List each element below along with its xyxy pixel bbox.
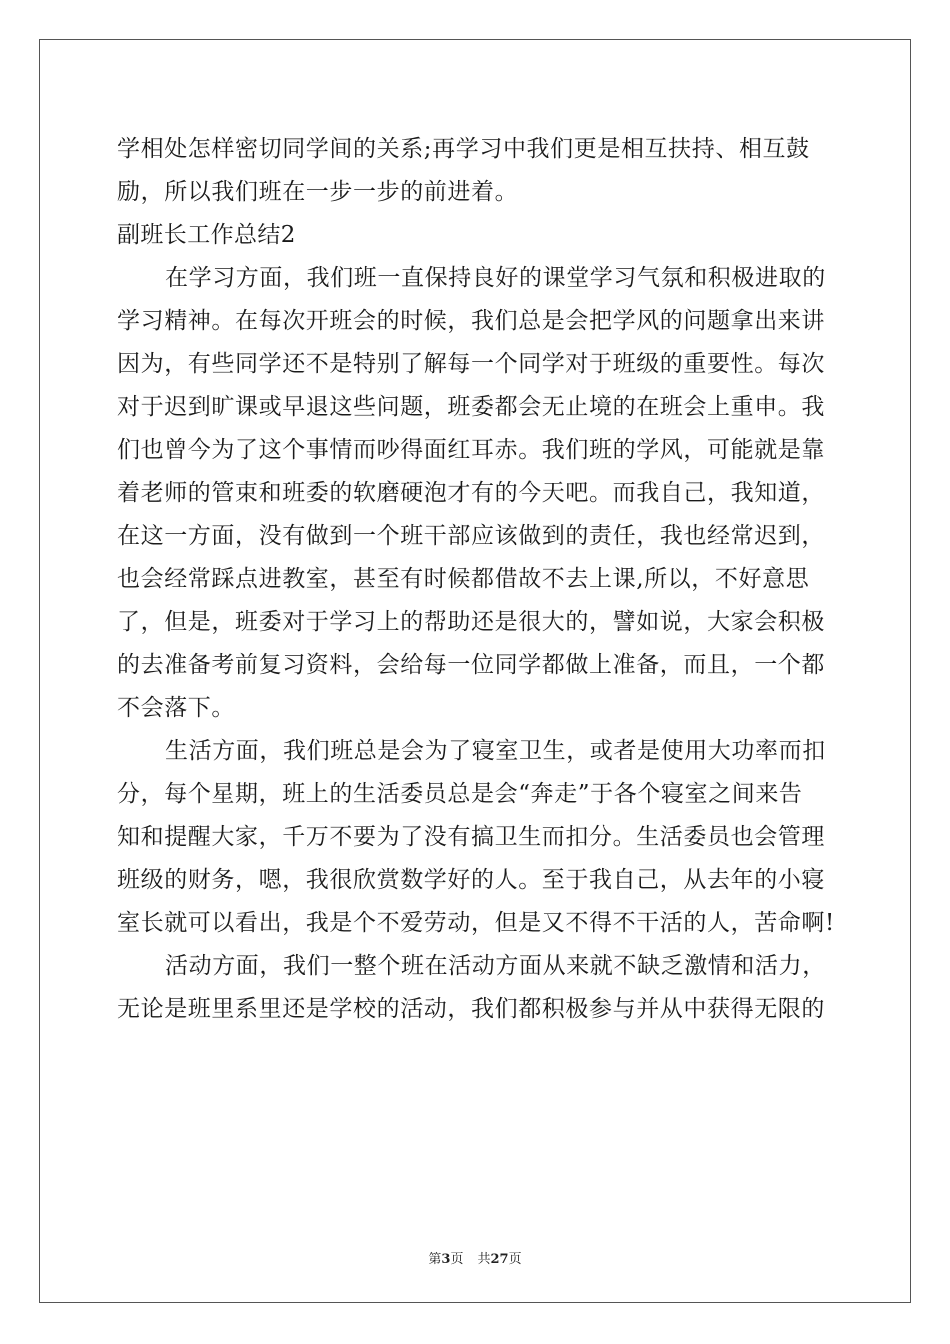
text-line: 因为，有些同学还不是特别了解每一个同学对于班级的重要性。每次	[117, 351, 825, 377]
paragraph-first-line: 在学习方面，我们班一直保持良好的课堂学习气氛和积极进取的	[165, 265, 826, 291]
current-page-number: 3	[441, 1252, 451, 1267]
text-line: 无论是班里系里还是学校的活动，我们都积极参与并从中获得无限的	[117, 996, 825, 1022]
section-heading: 副班长工作总结2	[117, 222, 296, 248]
text-line: 们也曾今为了这个事情而吵得面红耳赤。我们班的学风，可能就是靠	[117, 437, 825, 463]
footer-total-suffix: 页	[508, 1252, 522, 1267]
text-line: 励，所以我们班在一步一步的前进着。	[117, 179, 519, 205]
footer-total-prefix: 共	[477, 1252, 491, 1267]
text-line: 班级的财务，嗯，我很欣赏数学好的人。至于我自己，从去年的小寝	[117, 867, 825, 893]
text-line: 室长就可以看出，我是个不爱劳动，但是又不得不干活的人，苦命啊!	[117, 910, 835, 936]
text-line: 对于迟到旷课或早退这些问题，班委都会无止境的在班会上重申。我	[117, 394, 825, 420]
text-line: 分，每个星期，班上的生活委员总是会“奔走”于各个寝室之间来告	[117, 781, 803, 807]
text-line: 学相处怎样密切同学间的关系;再学习中我们更是相互扶持、相互鼓	[117, 136, 810, 162]
text-line: 的去准备考前复习资料，会给每一位同学都做上准备，而且，一个都	[117, 652, 825, 678]
text-line: 在这一方面，没有做到一个班干部应该做到的责任，我也经常迟到，	[117, 523, 825, 549]
text-line: 了，但是，班委对于学习上的帮助还是很大的，譬如说，大家会积极	[117, 609, 825, 635]
paragraph-first-line: 活动方面，我们一整个班在活动方面从来就不缺乏激情和活力，	[165, 953, 826, 979]
text-line: 不会落下。	[117, 695, 235, 721]
total-page-count: 27	[490, 1252, 509, 1267]
paragraph-first-line: 生活方面，我们班总是会为了寝室卫生，或者是使用大功率而扣	[165, 738, 826, 764]
text-line: 知和提醒大家，千万不要为了没有搞卫生而扣分。生活委员也会管理	[117, 824, 825, 850]
text-line: 学习精神。在每次开班会的时候，我们总是会把学风的问题拿出来讲	[117, 308, 825, 334]
document-body	[117, 128, 837, 1031]
page-footer	[0, 1248, 950, 1267]
text-line: 也会经常踩点进教室，甚至有时候都借故不去上课,所以，不好意思	[117, 566, 810, 592]
footer-prefix: 第	[428, 1252, 442, 1267]
text-line: 着老师的管束和班委的软磨硬泡才有的今天吧。而我自己，我知道，	[117, 480, 825, 506]
footer-page-word: 页	[450, 1252, 464, 1267]
